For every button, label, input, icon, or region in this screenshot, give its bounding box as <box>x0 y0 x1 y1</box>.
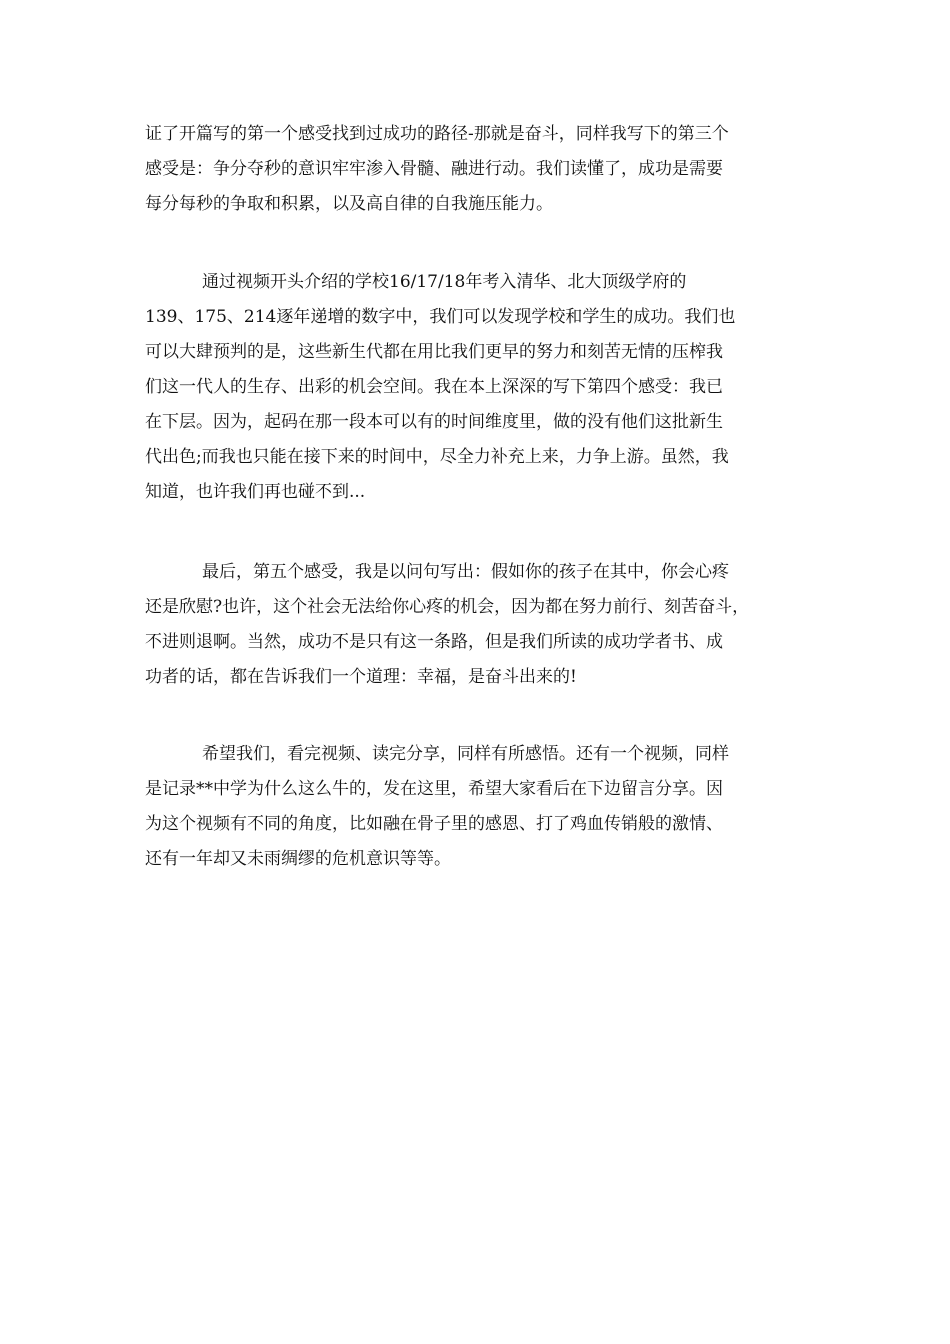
paragraph-fourth-feeling <box>145 265 835 510</box>
text-line: 是记录**中学为什么这么牛的，发在这里，希望大家看后在下边留言分享。因 <box>145 779 723 799</box>
text-line: 们这一代人的生存、出彩的机会空间。我在本上深深的写下第四个感受：我已 <box>145 377 723 397</box>
text-line: 功者的话，都在告诉我们一个道理：幸福，是奋斗出来的! <box>145 667 577 687</box>
text-line: 每分每秒的争取和积累，以及高自律的自我施压能力。 <box>145 194 553 214</box>
text-line: 感受是：争分夺秒的意识牢牢渗入骨髓、融进行动。我们读懂了，成功是需要 <box>145 159 723 179</box>
text-line: 还是欣慰?也许，这个社会无法给你心疼的机会，因为都在努力前行、刻苦奋斗， <box>145 597 750 617</box>
text-line: 还有一年却又未雨绸缪的危机意识等等。 <box>145 849 451 869</box>
text-line: 139、175、214逐年递增的数字中，我们可以发现学校和学生的成功。我们也 <box>145 307 736 327</box>
text-line: 在下层。因为，起码在那一段本可以有的时间维度里，做的没有他们这批新生 <box>145 412 723 432</box>
text-line: 希望我们，看完视频、读完分享，同样有所感悟。还有一个视频，同样 <box>202 744 729 764</box>
paragraph-fifth-feeling <box>145 555 835 695</box>
text-line: 可以大肆预判的是，这些新生代都在用比我们更早的努力和刻苦无情的压榨我 <box>145 342 723 362</box>
text-line: 通过视频开头介绍的学校16/17/18年考入清华、北大顶级学府的 <box>202 272 687 292</box>
text-line: 不进则退啊。当然，成功不是只有这一条路，但是我们所读的成功学者书、成 <box>145 632 723 652</box>
text-line: 最后，第五个感受，我是以问句写出：假如你的孩子在其中，你会心疼 <box>202 562 729 582</box>
text-line: 知道，也许我们再也碰不到... <box>145 482 366 502</box>
text-line: 代出色;而我也只能在接下来的时间中，尽全力补充上来，力争上游。虽然，我 <box>145 447 729 467</box>
paragraph-closing <box>145 737 835 877</box>
text-line: 为这个视频有不同的角度，比如融在骨子里的感恩、打了鸡血传销般的激情、 <box>145 814 723 834</box>
paragraph-third-feeling <box>145 117 835 222</box>
text-line: 证了开篇写的第一个感受找到过成功的路径-那就是奋斗，同样我写下的第三个 <box>145 124 729 144</box>
